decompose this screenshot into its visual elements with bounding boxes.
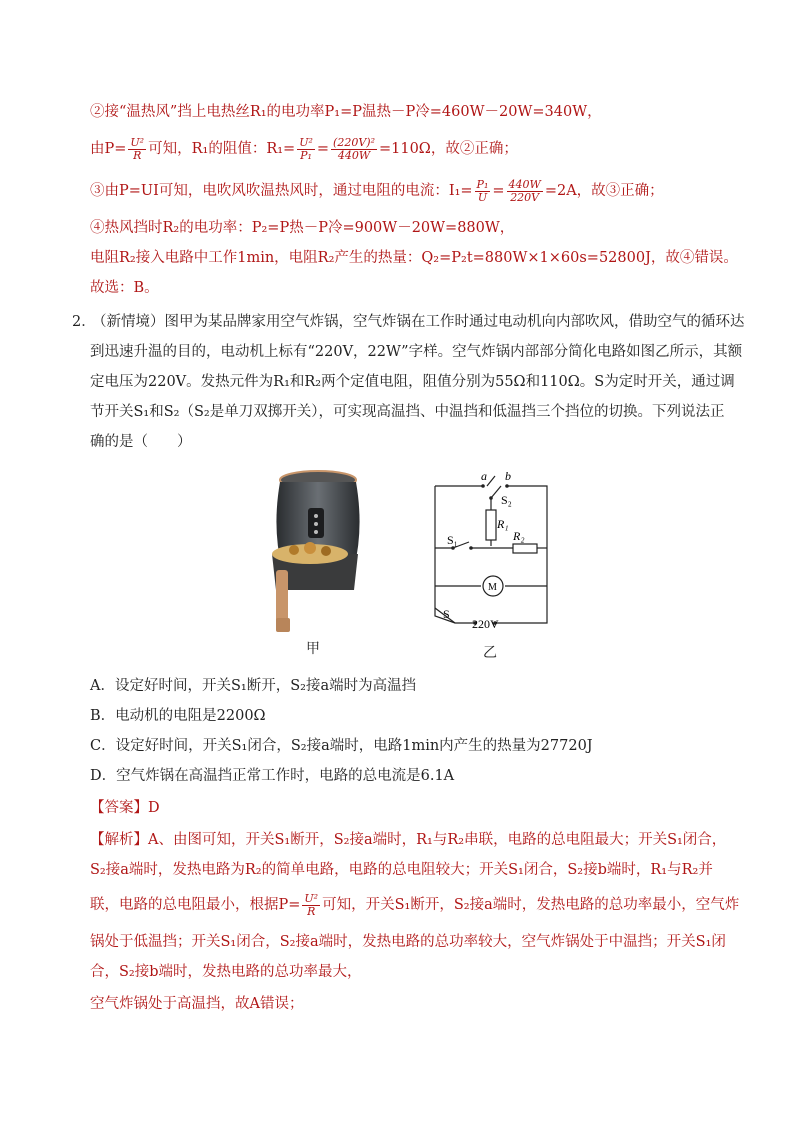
label-s2: S₂ (501, 493, 512, 507)
label-r2: R₂ (513, 529, 525, 543)
label-motor: M (488, 582, 497, 593)
label-a: a (481, 469, 487, 483)
text: =110Ω，故②正确； (378, 141, 518, 157)
text: A、由图可知，开关S₁断开，S₂接a端时，R₁与R₂串联，电路的总电阻最大；开关S₁闭合， (148, 832, 727, 848)
circuit-diagram (425, 468, 555, 638)
analysis-line-6: 空气炸锅处于高温挡，故A错误； (90, 996, 304, 1012)
label-s: S (443, 607, 450, 621)
answer: 【答案】D (90, 800, 160, 816)
analysis-tag: 【解析】 (90, 832, 148, 848)
text: ③由P=UI可知，电吹风吹温热风时，通过电阻的电流：I₁= (90, 183, 473, 199)
option-d: D．空气炸锅在高温挡正常工作时，电路的总电流是6.1A (90, 768, 455, 784)
question-line-3: 定电压为220V。发热元件为R₁和R₂两个定值电阻，阻值分别为55Ω和110Ω。S为定时开关，通过调 (90, 374, 735, 390)
label-voltage: 220V (472, 617, 499, 631)
formula-fraction: $\frac{\text{P₁}}{U}$ (476, 177, 489, 204)
solution-line-resistance: 由P= $\frac{\text{U²}}{R}$ 可知，R₁的阻值：R₁= $\frac{\text{U²}}{\text{P₁}}$ = $\frac{\text{(220V)²}}{440W}$ =110Ω，故②正确； (90, 135, 518, 162)
formula-fraction: $\frac{\text{(220V)²}}{440W}$ (333, 135, 375, 162)
formula-fraction: $\frac{\text{U²}}{R}$ (130, 135, 145, 162)
option-c: C．设定好时间，开关S₁闭合，S₂接a端时，电路1min内产生的热量为27720J (90, 738, 593, 754)
question-line-2: 到迅速升温的目的，电动机上标有“220V，22W”字样。空气炸锅内部部分简化电路如图乙所示，其额 (90, 344, 743, 360)
question-number: 2． (72, 314, 96, 330)
figure-caption-right: 乙 (483, 645, 497, 661)
formula-fraction: $\frac{440W}{220V}$ (508, 177, 541, 204)
question-line-5: 确的是（ ） (90, 434, 192, 450)
solution-line-2: ②接“温热风”挡上电热丝R₁的电功率P₁=P温热－P冷=460W－20W=340W， (90, 104, 602, 120)
text: =2A，故③正确； (544, 183, 664, 199)
question-line-4: 节开关S₁和S₂（S₂是单刀双掷开关），可实现高温挡、中温挡和低温挡三个挡位的切换。下列说法正 (90, 404, 725, 420)
text: 由P= (90, 141, 127, 157)
air-fryer-image (258, 468, 368, 636)
solution-line-5: 电阻R₂接入电路中工作1min，电阻R₂产生的热量：Q₂=P₂t=880W×1×60s=52800J，故④错误。 (90, 250, 738, 266)
solution-line-4: ④热风挡时R₂的电功率：P₂=P热－P冷=900W－20W=880W， (90, 220, 515, 236)
solution-line-6: 故选：B。 (90, 280, 159, 296)
analysis-line-1 (90, 830, 726, 850)
analysis-line-2: S₂接a端时，发热电路为R₂的简单电路，电路的总电阻较大；开关S₁闭合，S₂接b端时，R₁与R₂并 (90, 862, 713, 878)
solution-line-3: ③由P=UI可知，电吹风吹温热风时，通过电阻的电流：I₁= $\frac{\text{P₁}}{U}$ = $\frac{440W}{220V}$ =2A，故③正确； (90, 177, 664, 204)
formula-fraction: $\frac{\text{U²}}{R}$ (304, 891, 319, 918)
analysis-line-3 (90, 888, 739, 922)
label-r1: R₁ (497, 517, 509, 531)
formula-fraction: $\frac{\text{U²}}{\text{P₁}}$ (299, 135, 313, 162)
question-line-1: （新情境）图甲为某品牌家用空气炸锅，空气炸锅在工作时通过电动机向内部吹风，借助空气的循环达 (92, 314, 745, 330)
text: 可知，开关S₁断开，S₂接a端时，发热电路的总功率最小，空气炸 (322, 897, 740, 913)
option-b: B．电动机的电阻是2200Ω (90, 708, 266, 724)
analysis-line-5: 合，S₂接b端时，发热电路的总功率最大， (90, 964, 362, 980)
label-s1: S₁ (447, 533, 458, 547)
option-a: A．设定好时间，开关S₁断开，S₂接a端时为高温挡 (90, 678, 417, 694)
text: 联，电路的总电阻最小，根据P= (90, 897, 301, 913)
label-b: b (505, 469, 511, 483)
text: 可知，R₁的阻值：R₁= (148, 141, 296, 157)
figure-caption-left: 甲 (306, 641, 320, 657)
analysis-line-4: 锅处于低温挡；开关S₁闭合，S₂接a端时，发热电路的总功率较大，空气炸锅处于中温挡；开关S₁闭 (90, 934, 726, 950)
